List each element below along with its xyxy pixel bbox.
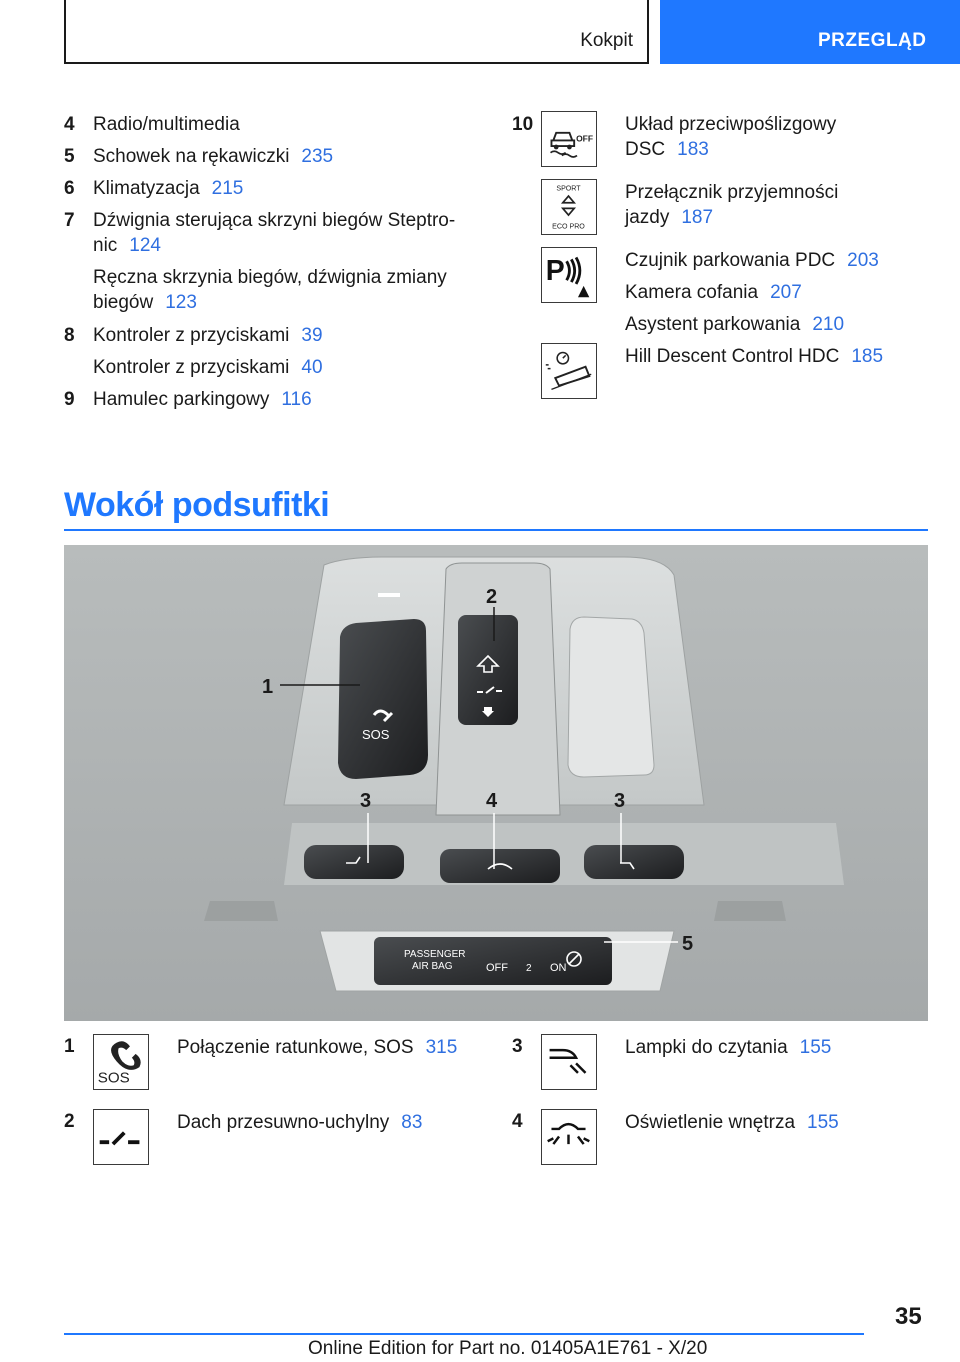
page-ref-link[interactable]: 116	[281, 389, 312, 410]
item-text: Hamulec parkingowy	[93, 389, 270, 410]
header-chapter-tab[interactable]	[660, 0, 960, 64]
item-text: Dach przesuwno-uchylny	[177, 1112, 390, 1133]
page-ref-link[interactable]: 215	[211, 178, 244, 199]
footer-divider	[64, 1333, 864, 1335]
list-item	[93, 208, 473, 258]
item-text: Asystent parkowania	[625, 314, 801, 335]
reading-lamp-icon	[541, 1034, 597, 1090]
page-ref-link[interactable]: 83	[401, 1112, 423, 1133]
svg-text:OFF: OFF	[576, 133, 594, 144]
page-number: 35	[895, 1303, 922, 1330]
icon-label: SOS	[97, 1069, 130, 1087]
legend-item	[625, 1035, 831, 1060]
item-text: Oświetlenie wnętrza	[625, 1112, 796, 1133]
callout-5: 5	[682, 933, 694, 955]
airbag-on-label: ON	[550, 962, 567, 974]
page-ref-link[interactable]: 40	[301, 357, 323, 378]
icon-label: SPORT	[556, 184, 581, 193]
list-item	[625, 280, 802, 305]
legend-number: 2	[64, 1111, 75, 1132]
list-item	[625, 180, 838, 230]
item-number: 9	[64, 389, 75, 410]
interior-light-icon	[541, 1109, 597, 1165]
list-item	[625, 344, 883, 369]
item-text: Kontroler z przyciskami	[93, 357, 290, 378]
list-item	[93, 176, 243, 201]
page-ref-link[interactable]: 185	[851, 346, 884, 367]
item-text: Ręczna skrzynia biegów, dźwignia zmiany	[93, 267, 447, 288]
section-title: Wokół podsufitki	[64, 486, 330, 524]
page-ref-link[interactable]: 315	[425, 1037, 458, 1058]
list-item	[625, 248, 879, 273]
callout-4: 4	[486, 790, 498, 812]
page-ref-link[interactable]: 123	[165, 292, 197, 313]
item-text: DSC	[625, 139, 666, 160]
page-ref-link[interactable]: 235	[301, 146, 334, 167]
list-item	[93, 355, 323, 380]
callout-1: 1	[262, 676, 274, 698]
item-text: jazdy	[625, 207, 670, 228]
footer-edition: Online Edition for Part no. 01405A1E761 - X/20	[308, 1338, 708, 1359]
dsc-off-icon	[541, 111, 597, 167]
item-text: Lampki do czytania	[625, 1037, 788, 1058]
item-text: nic	[93, 235, 118, 256]
callout-3-left: 3	[360, 790, 372, 812]
legend-item	[625, 1110, 839, 1135]
overhead-console-photo	[64, 545, 928, 1021]
passenger-label: PASSENGER	[404, 949, 466, 960]
page-ref-link[interactable]: 203	[847, 250, 879, 271]
item-number: 6	[64, 178, 75, 199]
legend-item	[177, 1110, 422, 1135]
legend-item	[177, 1035, 457, 1060]
item-number: 10	[512, 114, 534, 135]
item-text: Układ przeciwpoślizgowy	[625, 114, 837, 135]
page-ref-link[interactable]: 210	[812, 314, 845, 335]
item-text: biegów	[93, 292, 154, 313]
item-text: Hill Descent Control HDC	[625, 346, 840, 367]
list-item	[93, 144, 333, 169]
page-ref-link[interactable]: 207	[770, 282, 802, 303]
header-section-box	[64, 0, 649, 64]
list-item	[93, 387, 312, 412]
sunroof-icon	[93, 1109, 149, 1165]
list-item	[625, 312, 844, 337]
item-text: Dźwignia sterująca skrzyni biegów Steptro‐	[93, 210, 456, 231]
icon-label: ECO PRO	[552, 222, 585, 231]
header-section-label: Kokpit	[580, 30, 633, 51]
pdc-icon	[541, 247, 597, 303]
page-ref-link[interactable]: 187	[681, 207, 714, 228]
item-number: 5	[64, 146, 75, 167]
legend-number: 3	[512, 1036, 523, 1057]
item-text: Klimatyzacja	[93, 178, 200, 199]
header-chapter-label: PRZEGLĄD	[818, 30, 927, 51]
airbag-off-label: OFF	[486, 962, 508, 974]
item-text: Kontroler z przyciskami	[93, 325, 290, 346]
item-number: 4	[64, 114, 75, 135]
page-ref-link[interactable]: 39	[301, 325, 323, 346]
item-text: Radio/multimedia	[93, 114, 240, 135]
item-text: Kamera cofania	[625, 282, 759, 303]
page-ref-link[interactable]: 183	[677, 139, 709, 160]
callout-3-right: 3	[614, 790, 626, 812]
list-item	[625, 112, 836, 162]
sos-button-label: SOS	[362, 727, 390, 742]
airbag-label: AIR BAG	[412, 961, 453, 972]
item-number: 7	[64, 210, 75, 231]
callout-2: 2	[486, 586, 498, 608]
legend-number: 4	[512, 1111, 523, 1132]
sport-eco-pro-icon	[541, 179, 597, 235]
section-divider	[64, 529, 928, 531]
hdc-icon	[541, 343, 597, 399]
item-text: Czujnik parkowania PDC	[625, 250, 836, 271]
list-item	[93, 323, 323, 348]
item-text: Schowek na rękawiczki	[93, 146, 290, 167]
page-ref-link[interactable]: 155	[799, 1037, 832, 1058]
page-ref-link[interactable]: 155	[807, 1112, 839, 1133]
airbag-two-label: 2	[526, 963, 532, 974]
legend-number: 1	[64, 1036, 75, 1057]
item-text: Przełącznik przyjemności	[625, 182, 839, 203]
svg-text:P: P	[545, 255, 565, 288]
list-item	[93, 112, 240, 137]
item-text: Połączenie ratunkowe, SOS	[177, 1037, 414, 1058]
page-ref-link[interactable]: 124	[129, 235, 161, 256]
list-item	[93, 265, 473, 315]
sos-icon	[93, 1034, 149, 1090]
item-number: 8	[64, 325, 75, 346]
